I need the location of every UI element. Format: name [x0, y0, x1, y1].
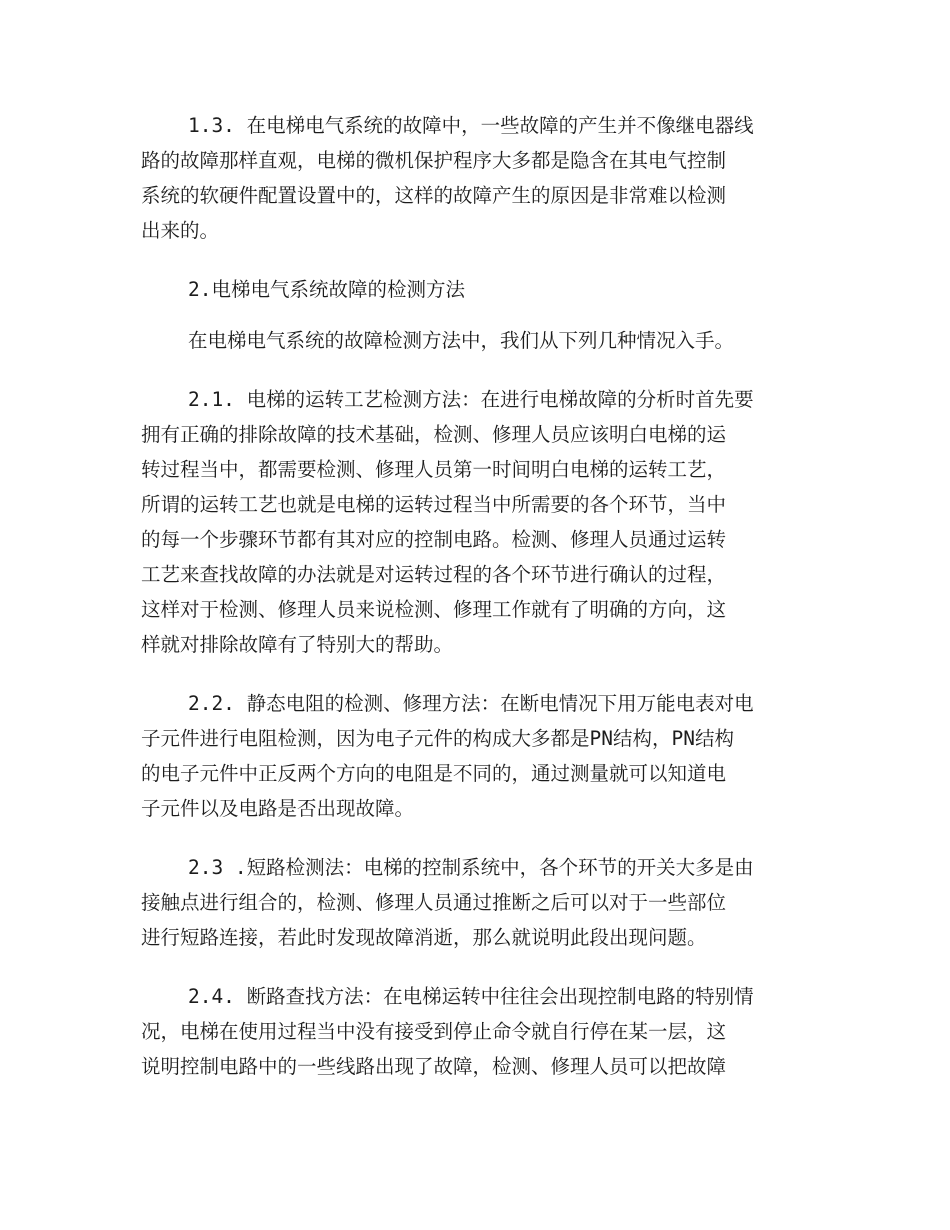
text-line: 样就对排除故障有了特别大的帮助。 [141, 633, 454, 656]
text-line: 1.3. 在电梯电气系统的故障中，一些故障的产生并不像继电器线 [141, 114, 754, 137]
paragraph-1-3 [141, 108, 809, 248]
text-line: 子元件进行电阻检测，因为电子元件的构成大多都是PN结构，PN结构 [141, 727, 734, 750]
text-line: 路的故障那样直观，电梯的微机保护程序大多都是隐含在其电气控制 [141, 149, 727, 172]
text-line: 2.3 .短路检测法：电梯的控制系统中，各个环节的开关大多是由 [141, 856, 754, 879]
paragraph-2-3 [141, 850, 809, 955]
text-line: 的每一个步骤环节都有其对应的控制电路。检测、修理人员通过运转 [141, 528, 727, 551]
text-line: 子元件以及电路是否出现故障。 [141, 797, 415, 820]
paragraph-2-4 [141, 979, 809, 1084]
text-line: 2.1. 电梯的运转工艺检测方法：在进行电梯故障的分析时首先要 [141, 388, 754, 411]
text-line: 系统的软硬件配置设置中的，这样的故障产生的原因是非常难以检测 [141, 184, 727, 207]
document-body [141, 108, 809, 1084]
text-line: 2.4. 断路查找方法：在电梯运转中往往会出现控制电路的特别情 [141, 985, 754, 1008]
paragraph-2-2 [141, 686, 809, 826]
text-line: 工艺来查找故障的办法就是对运转过程的各个环节进行确认的过程， [141, 563, 727, 586]
text-line: 况，电梯在使用过程当中没有接受到停止命令就自行停在某一层，这 [141, 1020, 727, 1043]
heading-line: 2.电梯电气系统故障的检测方法 [141, 278, 465, 301]
paragraph-2-1 [141, 382, 809, 662]
paragraph-intro [141, 323, 809, 358]
text-line: 这样对于检测、修理人员来说检测、修理工作就有了明确的方向，这 [141, 598, 727, 621]
section-heading-2 [141, 272, 809, 307]
text-line: 拥有正确的排除故障的技术基础，检测、修理人员应该明白电梯的运 [141, 423, 727, 446]
text-line: 转过程当中，都需要检测、修理人员第一时间明白电梯的运转工艺， [141, 458, 727, 481]
text-line: 2.2. 静态电阻的检测、修理方法：在断电情况下用万能电表对电 [141, 692, 754, 715]
text-line: 所谓的运转工艺也就是电梯的运转过程当中所需要的各个环节，当中 [141, 493, 727, 516]
text-line: 接触点进行组合的，检测、修理人员通过推断之后可以对于一些部位 [141, 891, 727, 914]
text-line: 出来的。 [141, 219, 220, 242]
text-line: 在电梯电气系统的故障检测方法中，我们从下列几种情况入手。 [141, 329, 734, 352]
text-line: 的电子元件中正反两个方向的电阻是不同的，通过测量就可以知道电 [141, 762, 727, 785]
text-line: 进行短路连接，若此时发现故障消逝，那么就说明此段出现问题。 [141, 926, 707, 949]
text-line: 说明控制电路中的一些线路出现了故障，检测、修理人员可以把故障 [141, 1055, 727, 1078]
